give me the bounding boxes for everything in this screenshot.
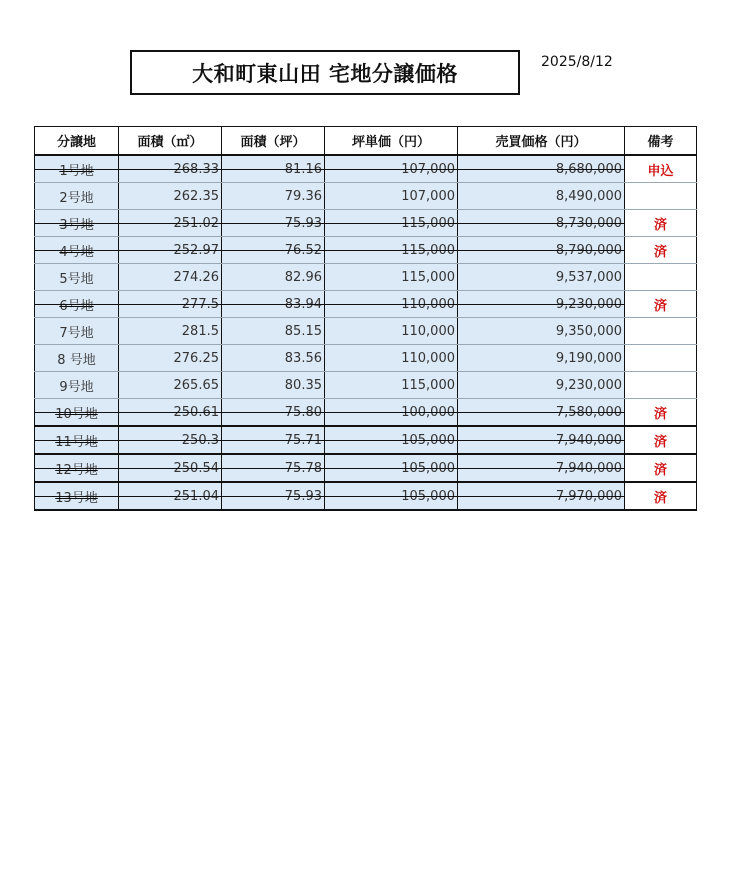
price-cell xyxy=(458,318,625,345)
price-cell xyxy=(458,210,625,237)
price-cell-text: 7,580,000 xyxy=(555,404,622,420)
unit-price-cell xyxy=(325,291,458,318)
table-row xyxy=(35,264,697,291)
lot-cell xyxy=(35,237,119,264)
status-note xyxy=(625,345,697,372)
unit-price-cell xyxy=(325,237,458,264)
lot-cell xyxy=(35,183,119,210)
lot-cell-text: 12号地 xyxy=(55,462,98,478)
price-cell-text: 7,970,000 xyxy=(555,488,622,504)
price-cell-text: 9,230,000 xyxy=(555,296,622,312)
area-tsubo-cell-text: 83.94 xyxy=(284,296,322,312)
lot-cell xyxy=(35,210,119,237)
area-tsubo-cell xyxy=(222,399,325,427)
unit-price-cell-text: 107,000 xyxy=(401,161,455,177)
lot-cell xyxy=(35,426,119,454)
unit-price-cell xyxy=(325,264,458,291)
area-tsubo-cell xyxy=(222,345,325,372)
unit-price-cell xyxy=(325,454,458,482)
area-m2-cell-text: 265.65 xyxy=(173,377,219,393)
table-row xyxy=(35,482,697,510)
lot-cell-text: 3号地 xyxy=(59,217,94,233)
area-m2-cell xyxy=(119,482,222,510)
price-cell xyxy=(458,155,625,183)
area-m2-cell xyxy=(119,372,222,399)
status-note: 済 xyxy=(625,210,697,237)
area-tsubo-cell-text: 81.16 xyxy=(284,161,322,177)
unit-price-cell xyxy=(325,210,458,237)
area-m2-cell-text: 250.61 xyxy=(173,404,219,420)
unit-price-cell-text: 115,000 xyxy=(401,269,455,285)
area-tsubo-cell xyxy=(222,291,325,318)
area-tsubo-cell-text: 75.93 xyxy=(284,488,322,504)
lot-cell-text: 7号地 xyxy=(59,325,94,341)
area-m2-cell xyxy=(119,426,222,454)
area-m2-cell-text: 274.26 xyxy=(173,269,219,285)
area-m2-cell-text: 262.35 xyxy=(173,188,219,204)
page-title xyxy=(130,50,520,95)
area-m2-cell-text: 251.02 xyxy=(173,215,219,231)
lot-cell-text: 8 号地 xyxy=(57,352,96,368)
area-m2-cell xyxy=(119,237,222,264)
price-cell-text: 9,350,000 xyxy=(555,323,622,339)
table-row xyxy=(35,210,697,237)
unit-price-cell-text: 105,000 xyxy=(401,460,455,476)
lot-cell xyxy=(35,291,119,318)
area-m2-cell xyxy=(119,264,222,291)
issue-date: 2025/8/12 xyxy=(541,54,613,70)
lot-cell-text: 5号地 xyxy=(59,271,94,287)
lot-cell xyxy=(35,345,119,372)
unit-price-cell xyxy=(325,399,458,427)
price-cell-text: 9,230,000 xyxy=(555,377,622,393)
status-note: 申込 xyxy=(625,155,697,183)
table-row xyxy=(35,155,697,183)
area-tsubo-cell-text: 82.96 xyxy=(284,269,322,285)
area-tsubo-cell-text: 75.78 xyxy=(284,460,322,476)
price-cell xyxy=(458,264,625,291)
unit-price-cell-text: 110,000 xyxy=(401,296,455,312)
price-cell xyxy=(458,183,625,210)
lot-cell-text: 2号地 xyxy=(59,190,94,206)
area-tsubo-cell xyxy=(222,372,325,399)
area-tsubo-cell xyxy=(222,237,325,264)
header-area-m2: 面積（㎡） xyxy=(119,127,222,156)
area-tsubo-cell xyxy=(222,482,325,510)
table-row xyxy=(35,318,697,345)
area-m2-cell xyxy=(119,291,222,318)
unit-price-cell xyxy=(325,183,458,210)
table-row xyxy=(35,454,697,482)
unit-price-cell xyxy=(325,155,458,183)
status-note: 済 xyxy=(625,237,697,264)
area-tsubo-cell xyxy=(222,454,325,482)
price-cell-text: 7,940,000 xyxy=(555,432,622,448)
price-cell-text: 7,940,000 xyxy=(555,460,622,476)
area-m2-cell-text: 268.33 xyxy=(173,161,219,177)
table-row xyxy=(35,399,697,427)
lot-cell xyxy=(35,318,119,345)
status-note xyxy=(625,264,697,291)
unit-price-cell xyxy=(325,345,458,372)
price-cell-text: 8,490,000 xyxy=(555,188,622,204)
price-cell-text: 8,680,000 xyxy=(555,161,622,177)
unit-price-cell-text: 105,000 xyxy=(401,488,455,504)
lot-cell xyxy=(35,482,119,510)
price-cell xyxy=(458,345,625,372)
header-price: 売買価格（円） xyxy=(458,127,625,156)
table-row xyxy=(35,183,697,210)
price-cell xyxy=(458,399,625,427)
area-m2-cell xyxy=(119,454,222,482)
header-unit-price: 坪単価（円） xyxy=(325,127,458,156)
price-cell xyxy=(458,291,625,318)
status-note xyxy=(625,318,697,345)
status-note: 済 xyxy=(625,426,697,454)
header-lot: 分譲地 xyxy=(35,127,119,156)
unit-price-cell-text: 110,000 xyxy=(401,350,455,366)
area-tsubo-cell xyxy=(222,210,325,237)
area-m2-cell-text: 250.3 xyxy=(181,432,219,448)
table-row xyxy=(35,291,697,318)
area-tsubo-cell xyxy=(222,318,325,345)
lot-cell xyxy=(35,155,119,183)
area-tsubo-cell-text: 75.71 xyxy=(284,432,322,448)
lot-cell-text: 4号地 xyxy=(59,244,94,260)
unit-price-cell-text: 115,000 xyxy=(401,377,455,393)
lot-cell xyxy=(35,372,119,399)
table-row xyxy=(35,372,697,399)
unit-price-cell xyxy=(325,426,458,454)
area-tsubo-cell-text: 75.80 xyxy=(284,404,322,420)
area-tsubo-cell-text: 76.52 xyxy=(284,242,322,258)
lot-cell-text: 11号地 xyxy=(55,434,98,450)
lot-cell-text: 9号地 xyxy=(59,379,94,395)
unit-price-cell xyxy=(325,482,458,510)
area-m2-cell-text: 281.5 xyxy=(181,323,219,339)
area-m2-cell-text: 250.54 xyxy=(173,460,219,476)
table-row xyxy=(35,237,697,264)
area-m2-cell-text: 277.5 xyxy=(181,296,219,312)
lot-cell-text: 1号地 xyxy=(59,163,94,179)
price-cell-text: 8,730,000 xyxy=(555,215,622,231)
area-m2-cell xyxy=(119,183,222,210)
unit-price-cell-text: 100,000 xyxy=(401,404,455,420)
price-cell xyxy=(458,426,625,454)
area-tsubo-cell xyxy=(222,155,325,183)
area-m2-cell-text: 252.97 xyxy=(173,242,219,258)
area-m2-cell xyxy=(119,155,222,183)
area-tsubo-cell-text: 80.35 xyxy=(284,377,322,393)
area-m2-cell xyxy=(119,345,222,372)
table-header-row xyxy=(35,127,697,156)
lot-cell-text: 10号地 xyxy=(55,406,98,422)
unit-price-cell-text: 107,000 xyxy=(401,188,455,204)
table-row xyxy=(35,426,697,454)
unit-price-cell-text: 115,000 xyxy=(401,242,455,258)
status-note: 済 xyxy=(625,291,697,318)
area-tsubo-cell xyxy=(222,183,325,210)
area-m2-cell xyxy=(119,210,222,237)
unit-price-cell-text: 110,000 xyxy=(401,323,455,339)
area-tsubo-cell-text: 75.93 xyxy=(284,215,322,231)
lot-cell xyxy=(35,454,119,482)
price-cell-text: 9,190,000 xyxy=(555,350,622,366)
area-m2-cell-text: 251.04 xyxy=(173,488,219,504)
unit-price-cell xyxy=(325,318,458,345)
title-text: 大和町東山田 宅地分譲価格 xyxy=(192,61,458,86)
status-note: 済 xyxy=(625,454,697,482)
status-note: 済 xyxy=(625,399,697,427)
lot-cell-text: 13号地 xyxy=(55,490,98,506)
price-cell xyxy=(458,454,625,482)
price-table xyxy=(34,126,697,511)
area-tsubo-cell-text: 79.36 xyxy=(284,188,322,204)
unit-price-cell xyxy=(325,372,458,399)
table-row xyxy=(35,345,697,372)
area-m2-cell xyxy=(119,318,222,345)
price-cell xyxy=(458,237,625,264)
price-cell-text: 9,537,000 xyxy=(555,269,622,285)
status-note: 済 xyxy=(625,482,697,510)
lot-cell xyxy=(35,399,119,427)
area-m2-cell xyxy=(119,399,222,427)
lot-cell xyxy=(35,264,119,291)
area-m2-cell-text: 276.25 xyxy=(173,350,219,366)
status-note xyxy=(625,372,697,399)
status-note xyxy=(625,183,697,210)
header-area-tsubo: 面積（坪） xyxy=(222,127,325,156)
lot-cell-text: 6号地 xyxy=(59,298,94,314)
area-tsubo-cell-text: 85.15 xyxy=(284,323,322,339)
area-tsubo-cell xyxy=(222,426,325,454)
price-cell xyxy=(458,372,625,399)
header-note: 備考 xyxy=(625,127,697,156)
area-tsubo-cell xyxy=(222,264,325,291)
unit-price-cell-text: 115,000 xyxy=(401,215,455,231)
area-tsubo-cell-text: 83.56 xyxy=(284,350,322,366)
unit-price-cell-text: 105,000 xyxy=(401,432,455,448)
price-cell xyxy=(458,482,625,510)
price-cell-text: 8,790,000 xyxy=(555,242,622,258)
